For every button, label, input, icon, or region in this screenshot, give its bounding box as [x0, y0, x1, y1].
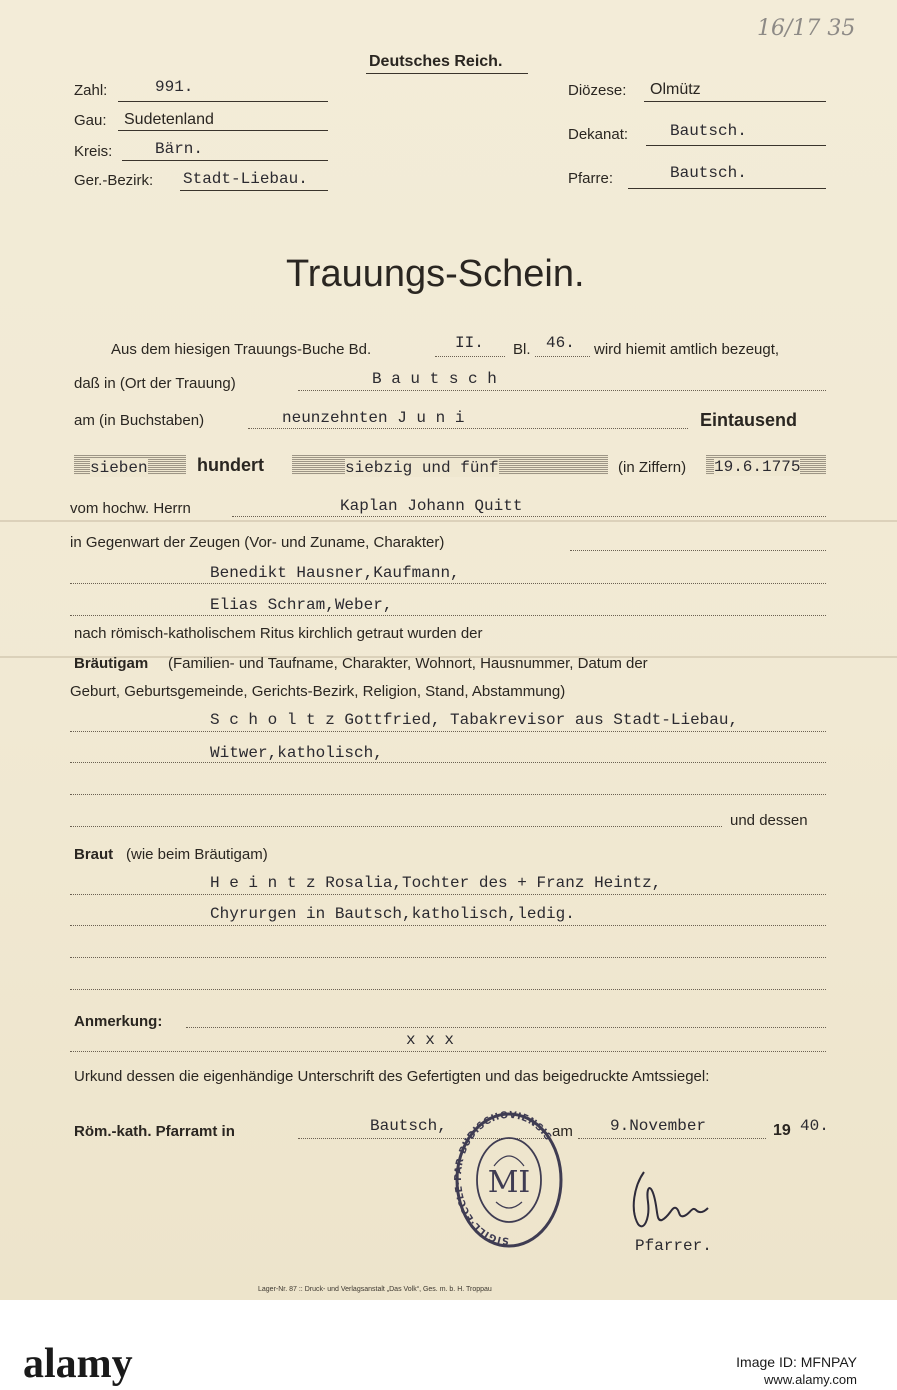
document-title: Trauungs-Schein.: [286, 253, 585, 295]
zeugen-label: in Gegenwart der Zeugen (Vor- und Zuname, Charakter): [70, 534, 445, 551]
ziffern-value: 19.6.1775: [714, 458, 801, 476]
zeuge-2: Elias Schram,Weber,: [210, 596, 393, 614]
seal-graphic: [454, 1110, 564, 1250]
hundert-text: hundert: [197, 455, 264, 475]
certified-text: wird hiemit amtlich bezeugt,: [594, 341, 780, 358]
am-label: am: [552, 1123, 573, 1140]
braut-line-2: Chyrurgen in Bautsch,katholisch,ledig.: [210, 905, 575, 923]
jahr-suffix: 40.: [800, 1117, 829, 1135]
herrn-value: Kaplan Johann Quitt: [340, 497, 523, 515]
und-dessen-text: und dessen: [730, 812, 808, 829]
jahr-prefix: 19: [773, 1122, 791, 1139]
zahl-label: Zahl:: [74, 82, 108, 99]
pencil-note: 16/17 35: [757, 16, 856, 41]
dekanat-value: Bautsch.: [670, 122, 747, 140]
kreis-value: Bärn.: [155, 140, 204, 158]
pfarramt-ort: Bautsch,: [370, 1117, 447, 1135]
ort-label: daß in (Ort der Trauung): [74, 375, 236, 392]
braut-label: Braut: [74, 846, 114, 863]
watermark-strip: [0, 1324, 897, 1390]
pfarramt-label: Röm.-kath. Pfarramt in: [74, 1123, 235, 1140]
ort-value: B a u t s c h: [372, 370, 497, 388]
pfarrer-signature: [620, 1162, 730, 1242]
datum-label: am (in Buchstaben): [74, 412, 205, 429]
band-value: II.: [455, 334, 484, 352]
anmerkung-label: Anmerkung:: [74, 1013, 163, 1030]
gau-label: Gau:: [74, 112, 107, 129]
herrn-label: vom hochw. Herrn: [70, 500, 191, 517]
ritus-text: nach römisch-katholischem Ritus kirchlich getraut wurden der: [74, 625, 483, 642]
fold-line: [0, 520, 897, 522]
braeutigam-label: Bräutigam: [74, 655, 149, 672]
dioezese-label: Diözese:: [568, 82, 627, 99]
seal-monogram: MI: [487, 1165, 531, 1200]
gau-value: Sudetenland: [124, 111, 214, 128]
blatt-value: 46.: [546, 334, 575, 352]
dekanat-label: Dekanat:: [568, 126, 629, 143]
printer-imprint: Lager-Nr. 87 :: Druck- und Verlagsanstalt „Das Volk“, Ges. m. b. H. Troppau: [258, 1286, 492, 1293]
zahl-value: 991.: [155, 78, 194, 96]
bl-label: Bl.: [513, 341, 531, 358]
state-heading: Deutsches Reich.: [369, 53, 503, 70]
image-id: Image ID: MFNPAY: [736, 1354, 857, 1370]
kreis-label: Kreis:: [74, 143, 113, 160]
alamy-logo: alamy: [23, 1341, 133, 1387]
braeutigam-line-2: Witwer,katholisch,: [210, 744, 383, 762]
bezirk-value: Stadt-Liebau.: [183, 170, 308, 188]
ausstellung-datum: 9.November: [610, 1117, 707, 1135]
pfarrer-label: Pfarrer.: [635, 1237, 712, 1255]
urkund-text: Urkund dessen die eigenhändige Unterschrift des Gefertigten und das beigedruckte Amtssiegel:: [74, 1068, 710, 1085]
seal-legend: SIGILL·ECCLE·PAR·BUDISCHOVIENSIS: [454, 1110, 554, 1247]
anmerkung-value: x x x: [406, 1031, 455, 1049]
braeutigam-line-1: S c h o l t z Gottfried, Tabakrevisor aus Stadt-Liebau,: [210, 711, 739, 729]
braut-line-1: H e i n t z Rosalia,Tochter des + Franz Heintz,: [210, 874, 662, 892]
sieben-value: sieben: [90, 459, 148, 477]
watermark-url: www.alamy.com: [764, 1372, 857, 1387]
braeutigam-desc-1: (Familien- und Taufname, Charakter, Wohnort, Hausnummer, Datum der: [168, 655, 648, 672]
pfarre-value: Bautsch.: [670, 164, 747, 182]
braeutigam-desc-2: Geburt, Geburtsgemeinde, Gerichts-Bezirk, Religion, Stand, Abstammung): [70, 683, 566, 700]
bezirk-label: Ger.-Bezirk:: [74, 172, 154, 189]
datum-value: neunzehnten J u n i: [282, 409, 465, 427]
dioezese-value: Olmütz: [650, 81, 701, 98]
ziffern-label: (in Ziffern): [618, 459, 687, 476]
zeuge-1: Benedikt Hausner,Kaufmann,: [210, 564, 460, 582]
signature-graphic: [620, 1162, 730, 1242]
parish-seal: [454, 1110, 564, 1250]
eintausend-text: Eintausend: [700, 410, 798, 430]
braut-desc: (wie beim Bräutigam): [126, 846, 268, 863]
book-reference-text: Aus dem hiesigen Trauungs-Buche Bd.: [111, 341, 372, 358]
pfarre-label: Pfarre:: [568, 170, 614, 187]
siebzig-value: siebzig und fünf: [345, 459, 499, 477]
